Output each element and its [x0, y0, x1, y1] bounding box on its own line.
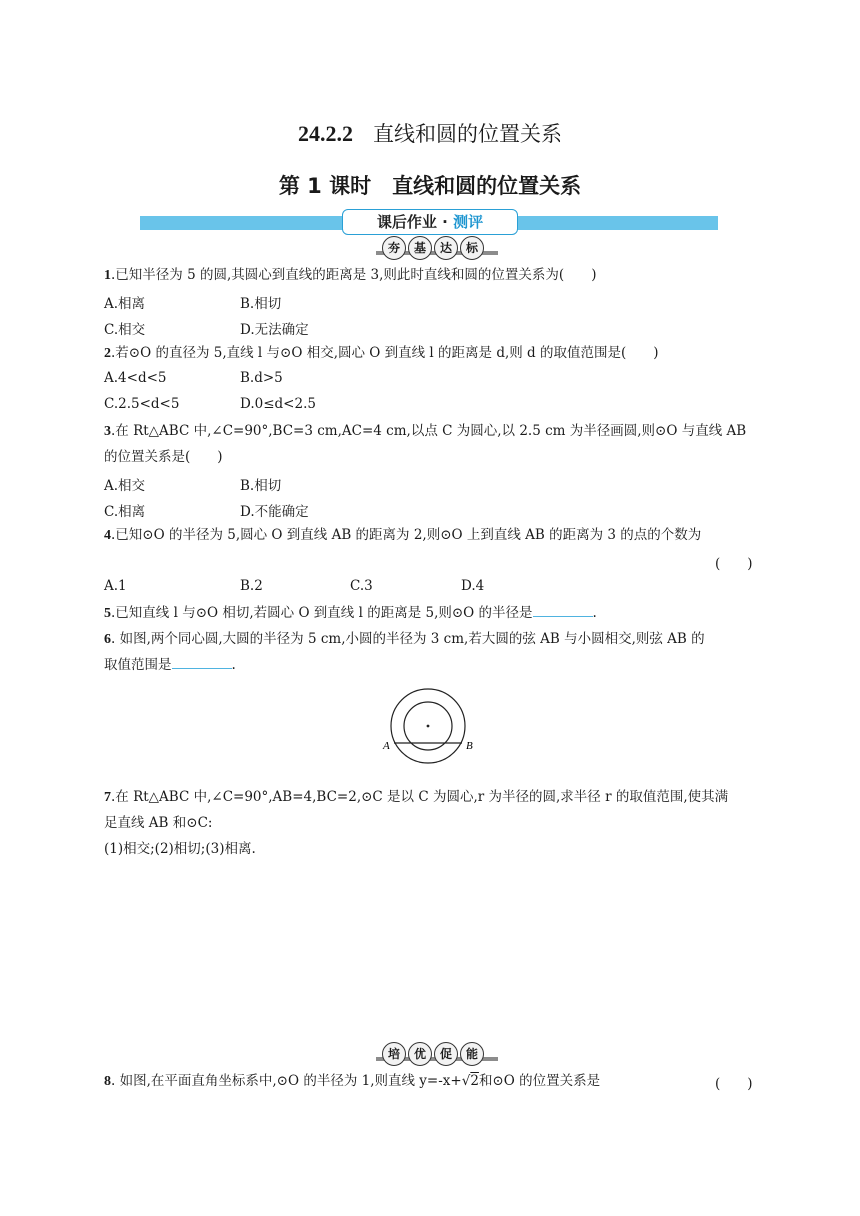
banner-text: 课后作业 ·: [376, 213, 454, 231]
option-c: C.2.5<d<5: [104, 396, 180, 412]
homework-banner: [342, 209, 518, 235]
question-2: [104, 344, 659, 363]
question-7-cont: 足直线 AB 和⊙C:: [104, 815, 213, 831]
option-b: B.相切: [240, 296, 282, 312]
option-c: C.相交: [104, 322, 146, 338]
question-stem: 和⊙O 的位置关系是: [478, 1073, 601, 1089]
tag-char: 培: [382, 1042, 406, 1066]
question-stem: .已知直线 l 与⊙O 相切,若圆心 O 到直线 l 的距离是 5,则⊙O 的半径是: [111, 605, 533, 621]
answer-blank[interactable]: [172, 656, 232, 669]
section-title-text: 直线和圆的位置关系: [373, 122, 563, 146]
question-number: 3: [104, 424, 111, 439]
option-a: A.相离: [104, 296, 146, 312]
option-c: C.相离: [104, 504, 146, 520]
tag-char: 标: [460, 236, 484, 260]
question-5: [104, 604, 597, 623]
lesson-title: 第 1 课时 直线和圆的位置关系: [278, 174, 582, 198]
option-d: D.0≤d<2.5: [240, 396, 316, 412]
question-3-cont: 的位置关系是( ): [104, 449, 223, 465]
section-tag-basic: [382, 236, 484, 258]
question-stem: . 如图,在平面直角坐标系中,⊙O 的半径为 1,则直线 y=-x+: [111, 1073, 462, 1089]
question-stem: .已知半径为 5 的圆,其圆心到直线的距离是 3,则此时直线和圆的位置关系为( ): [111, 267, 597, 283]
question-stem: 取值范围是: [104, 657, 172, 673]
answer-blank[interactable]: [533, 604, 593, 617]
question-7: [104, 788, 728, 807]
question-number: 6: [104, 632, 111, 647]
question-number: 1: [104, 268, 111, 283]
question-4: [104, 526, 701, 545]
option-c: C.3: [350, 578, 373, 594]
center-point: [427, 725, 430, 728]
section-number: 24.2.2: [297, 121, 353, 146]
label-a: A: [383, 740, 390, 752]
tag-char: 夯: [382, 236, 406, 260]
tag-char: 能: [460, 1042, 484, 1066]
banner-accent-text: 测评: [453, 213, 484, 231]
question-3: [104, 422, 746, 441]
option-d: D.无法确定: [240, 322, 309, 338]
option-a: A.4<d<5: [104, 370, 167, 386]
question-stem: .已知⊙O 的半径为 5,圆心 O 到直线 AB 的距离为 2,则⊙O 上到直线 AB 的距离为 3 的点的个数为: [111, 527, 702, 543]
tag-char: 促: [434, 1042, 458, 1066]
question-stem: .在 Rt△ABC 中,∠C=90°,AB=4,BC=2,⊙C 是以 C 为圆心,r 为半径的圆,求半径 r 的取值范围,使其满: [111, 789, 729, 805]
question-number: 5: [104, 606, 111, 621]
option-d: D.4: [461, 578, 485, 594]
option-b: B.2: [240, 578, 263, 594]
question-number: 8: [104, 1074, 111, 1089]
question-number: 2: [104, 346, 111, 361]
answer-parentheses: ( ): [715, 556, 753, 572]
question-end: .: [231, 657, 236, 673]
option-a: A.1: [104, 578, 127, 594]
question-8: [104, 1072, 600, 1091]
option-d: D.不能确定: [240, 504, 309, 520]
tag-char: 基: [408, 236, 432, 260]
question-7-parts: (1)相交;(2)相切;(3)相离.: [104, 841, 256, 857]
tag-char: 优: [408, 1042, 432, 1066]
question-6-cont: [104, 656, 236, 674]
question-end: .: [592, 605, 597, 621]
question-number: 7: [104, 790, 111, 805]
label-b: B: [466, 740, 473, 752]
question-6: [104, 630, 705, 649]
question-1: [104, 266, 596, 285]
question-stem: .若⊙O 的直径为 5,直线 l 与⊙O 相交,圆心 O 到直线 l 的距离是 d,则 d 的取值范围是( ): [111, 345, 659, 361]
concentric-circles-figure: [378, 684, 478, 764]
tag-char: 达: [434, 236, 458, 260]
section-title: [0, 118, 860, 148]
option-b: B.相切: [240, 478, 282, 494]
sqrt-symbol: √: [461, 1073, 471, 1089]
question-stem: . 如图,两个同心圆,大圆的半径为 5 cm,小圆的半径为 3 cm,若大圆的弦 AB 与小圆相交,则弦 AB 的: [111, 631, 705, 647]
sqrt-radicand: 2: [470, 1073, 479, 1089]
section-tag-advanced: [382, 1042, 484, 1064]
answer-parentheses: ( ): [715, 1076, 753, 1092]
option-b: B.d>5: [240, 370, 283, 386]
option-a: A.相交: [104, 478, 146, 494]
question-number: 4: [104, 528, 111, 543]
question-stem: .在 Rt△ABC 中,∠C=90°,BC=3 cm,AC=4 cm,以点 C 为圆心,以 2.5 cm 为半径画圆,则⊙O 与直线 AB: [111, 423, 747, 439]
